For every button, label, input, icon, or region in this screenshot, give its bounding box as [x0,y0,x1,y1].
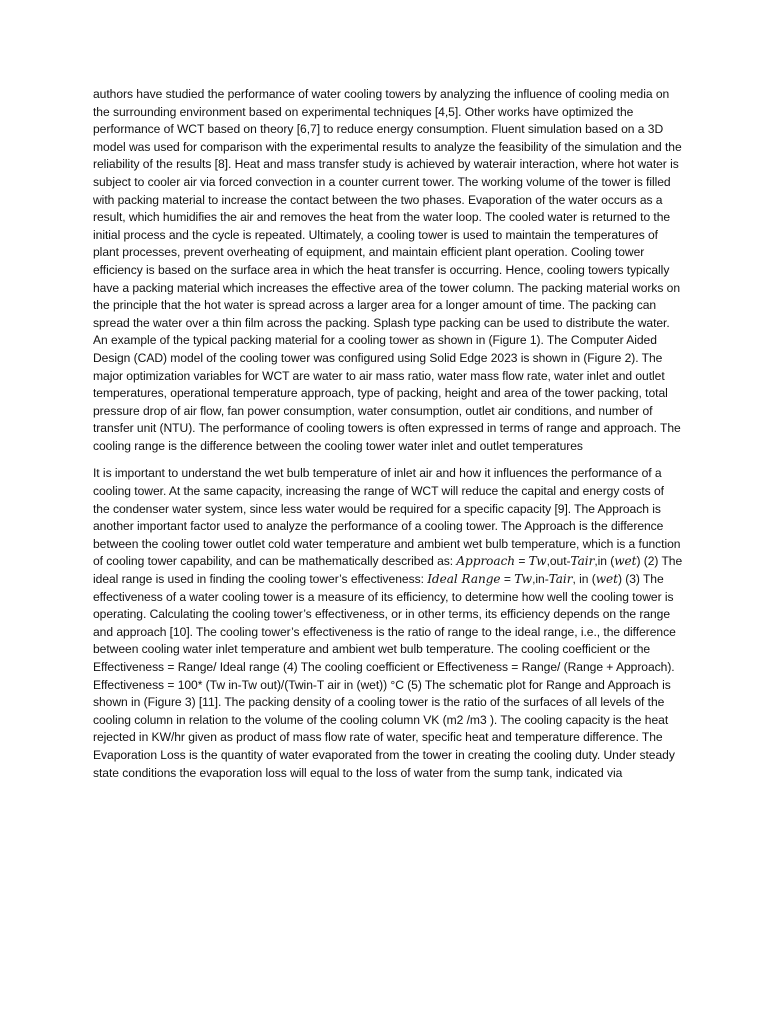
paragraph-text: ,out- [546,554,571,569]
paragraph-text: ,in- [532,572,549,587]
paragraph-text: authors have studied the performance of water cooling towers by analyzing the influence of cooling media on the surrounding environment based on experimental techniques [4,5]. Other works have optimized the performance of WCT based on theory [6,7] to reduce energy consumption. Fluent simulation based on a 3D model was used for comparison with the experimental results to analyze the feasibility of the simulation and the reliability of the results [8]. Heat and mass transfer study is achieved by waterair interaction, where hot water is subject to cooler air via forced convection in a counter current tower. The working volume of the tower is filled with packing material to increase the contact between the two phases. Evaporation of the water occurs as a result, which humidifies the air and removes the heat from the water loop. The cooled water is returned to the initial process and the cycle is repeated. Ultimately, a cooling tower is used to maintain the temperatures of plant processes, prevent overheating of equipment, and maintain efficient plant operation. Cooling tower efficiency is based on the surface area in which the heat transfer is occurring. Hence, cooling towers typically have a packing material which increases the effective area of the tower column. The packing material works on the principle that the hot water is spread across a larger area for a longer amount of time. The packing can spread the water over a thin film across the packing. Splash type packing can be used to distribute the water. An example of the typical packing material for a cooling tower as shown in (Figure 1). The Computer Aided Design (CAD) model of the cooling tower was configured using Solid Edge 2023 is shown in (Figure 2). The major optimization variables for WCT are water to air mass ratio, water mass flow rate, water inlet and outlet temperatures, operational temperature approach, type of packing, height and area of the tower packing, total pressure drop of air flow, fan power consumption, water consumption, outlet air conditions, and number of transfer unit (NTU). The performance of cooling towers is often expressed in terms of range and approach. The cooling range is the difference between the cooling tower water inlet and outlet temperatures [93,87,682,453]
paragraph-text: = [500,572,515,587]
math-expression: wet [595,572,618,587]
document-page [93,86,683,782]
paragraph-text: , in ( [572,572,596,587]
math-expression: wet [614,554,637,569]
math-expression: Tair [548,572,573,587]
paragraph-text: ,in ( [594,554,615,569]
math-expression: Ideal Range [427,572,501,587]
math-expression: Tair [570,554,595,569]
body-paragraph [93,86,683,455]
body-paragraph [93,465,683,782]
paragraph-text: = [515,554,529,569]
math-expression: Tw [514,572,533,587]
math-expression: Approach [456,554,516,569]
math-expression: Tw [528,554,547,569]
paragraph-text: It is important to understand the wet bulb temperature of inlet air and how it influences the performance of a cooling tower. At the same capacity, increasing the range of WCT will reduce the capital and energy costs of the condenser water system, since less water would be required for a specific capacity [9]. The Approach is another important factor used to analyze the performance of a cooling tower. The Approach is the difference between the cooling tower outlet cold water temperature and ambient wet bulb temperature, which is a function of cooling tower capability, and can be mathematically described as: [93,466,681,569]
paragraph-text: ) (2) The ideal range is used in finding the cooling tower’s effectiveness: [93,554,683,587]
paragraph-text: ) (3) The effectiveness of a water cooling tower is a measure of its efficiency, to determine how well the cooling tower is operating. Calculating the cooling tower’s effectiveness, or in other terms, its efficiency depends on the range and approach [10]. The cooling tower’s effectiveness is the ratio of range to the ideal range, i.e., the difference between cooling water inlet temperature and ambient wet bulb temperature. The cooling coefficient or the Effectiveness = Range/ Ideal range (4) The cooling coefficient or Effectiveness = Range/ (Range + Approach). Effectiveness = 100* (Tw in-Tw out)/(Twin-T air in (wet)) °C (5) The schematic plot for Range and Approach is shown in (Figure 3) [11]. The packing density of a cooling tower is the ratio of the surfaces of all levels of the cooling column in relation to the volume of the cooling column VK (m2 /m3 ). The cooling capacity is the heat rejected in KW/hr given as product of mass flow rate of water, specific heat and temperature difference. The Evaporation Loss is the quantity of water evaporated from the tower in creating the cooling duty. Under steady state conditions the evaporation loss will equal to the loss of water from the sump tank, indicated via [93,572,676,780]
